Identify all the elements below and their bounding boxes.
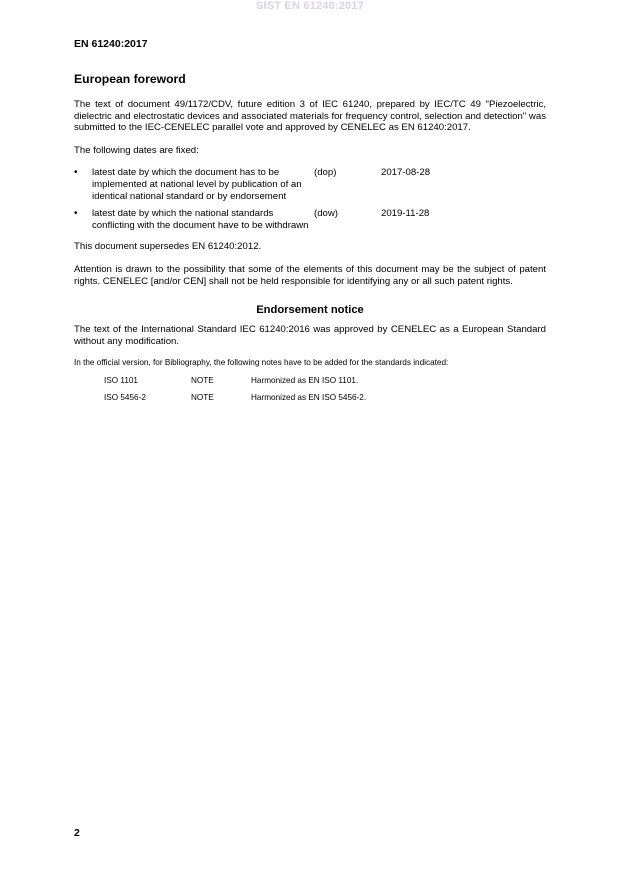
- dates-list: [74, 167, 546, 231]
- bibliography-notes: [74, 376, 546, 403]
- document-id: EN 61240:2017: [74, 38, 148, 50]
- foreword-paragraph: The text of document 49/1172/CDV, future edition 3 of IEC 61240, prepared by IEC/TC 49 "Piezoelectric, dielectric and electrostatic devices and associated materials for frequency control, selection and detection" was submitted to the IEC-CENELEC parallel vote and approved by CENELEC as EN 61240:2017.: [74, 99, 546, 134]
- endorsement-paragraph: The text of the International Standard IEC 61240:2016 was approved by CENELEC as a European Standard without any modification.: [74, 324, 546, 347]
- supersedes-statement: This document supersedes EN 61240:2012.: [74, 241, 262, 253]
- note-text: Harmonized as EN ISO 1101.: [251, 376, 359, 386]
- date-abbreviation: (dop): [314, 167, 337, 179]
- watermark: SIST EN 61240:2017: [255, 0, 365, 12]
- note-row: [74, 393, 546, 403]
- date-description: latest date by which the national standards conflicting with the document have to be withdrawn: [92, 208, 309, 231]
- date-description: latest date by which the document has to be implemented at national level by publication of an identical national standard or by endorsement: [92, 167, 302, 202]
- bibliography-intro: In the official version, for Bibliography, the following notes have to be added for the standards indicated:: [74, 358, 449, 368]
- bullet-icon: •: [74, 208, 78, 220]
- note-label: NOTE: [191, 393, 214, 403]
- page-number: 2: [74, 827, 80, 839]
- date-item-dow: [74, 208, 546, 231]
- foreword-title: European foreword: [74, 72, 186, 86]
- note-label: NOTE: [191, 376, 214, 386]
- page-content: [74, 72, 546, 410]
- note-standard: ISO 1101: [104, 376, 138, 386]
- note-row: [74, 376, 546, 386]
- endorsement-title: Endorsement notice: [256, 304, 364, 317]
- note-text: Harmonized as EN ISO 5456-2.: [251, 393, 367, 403]
- bullet-icon: •: [74, 167, 78, 179]
- date-item-dop: [74, 167, 546, 202]
- patent-attention: Attention is drawn to the possibility that some of the elements of this document may be the subject of patent rights. CENELEC [and/or CEN] shall not be held responsible for identifying any or all such patent rights.: [74, 263, 546, 287]
- dates-intro: The following dates are fixed:: [74, 144, 199, 156]
- date-value: 2017-08-28: [381, 167, 431, 179]
- date-value: 2019-11-28: [381, 208, 430, 220]
- note-standard: ISO 5456-2: [104, 393, 146, 403]
- date-abbreviation: (dow): [314, 208, 338, 220]
